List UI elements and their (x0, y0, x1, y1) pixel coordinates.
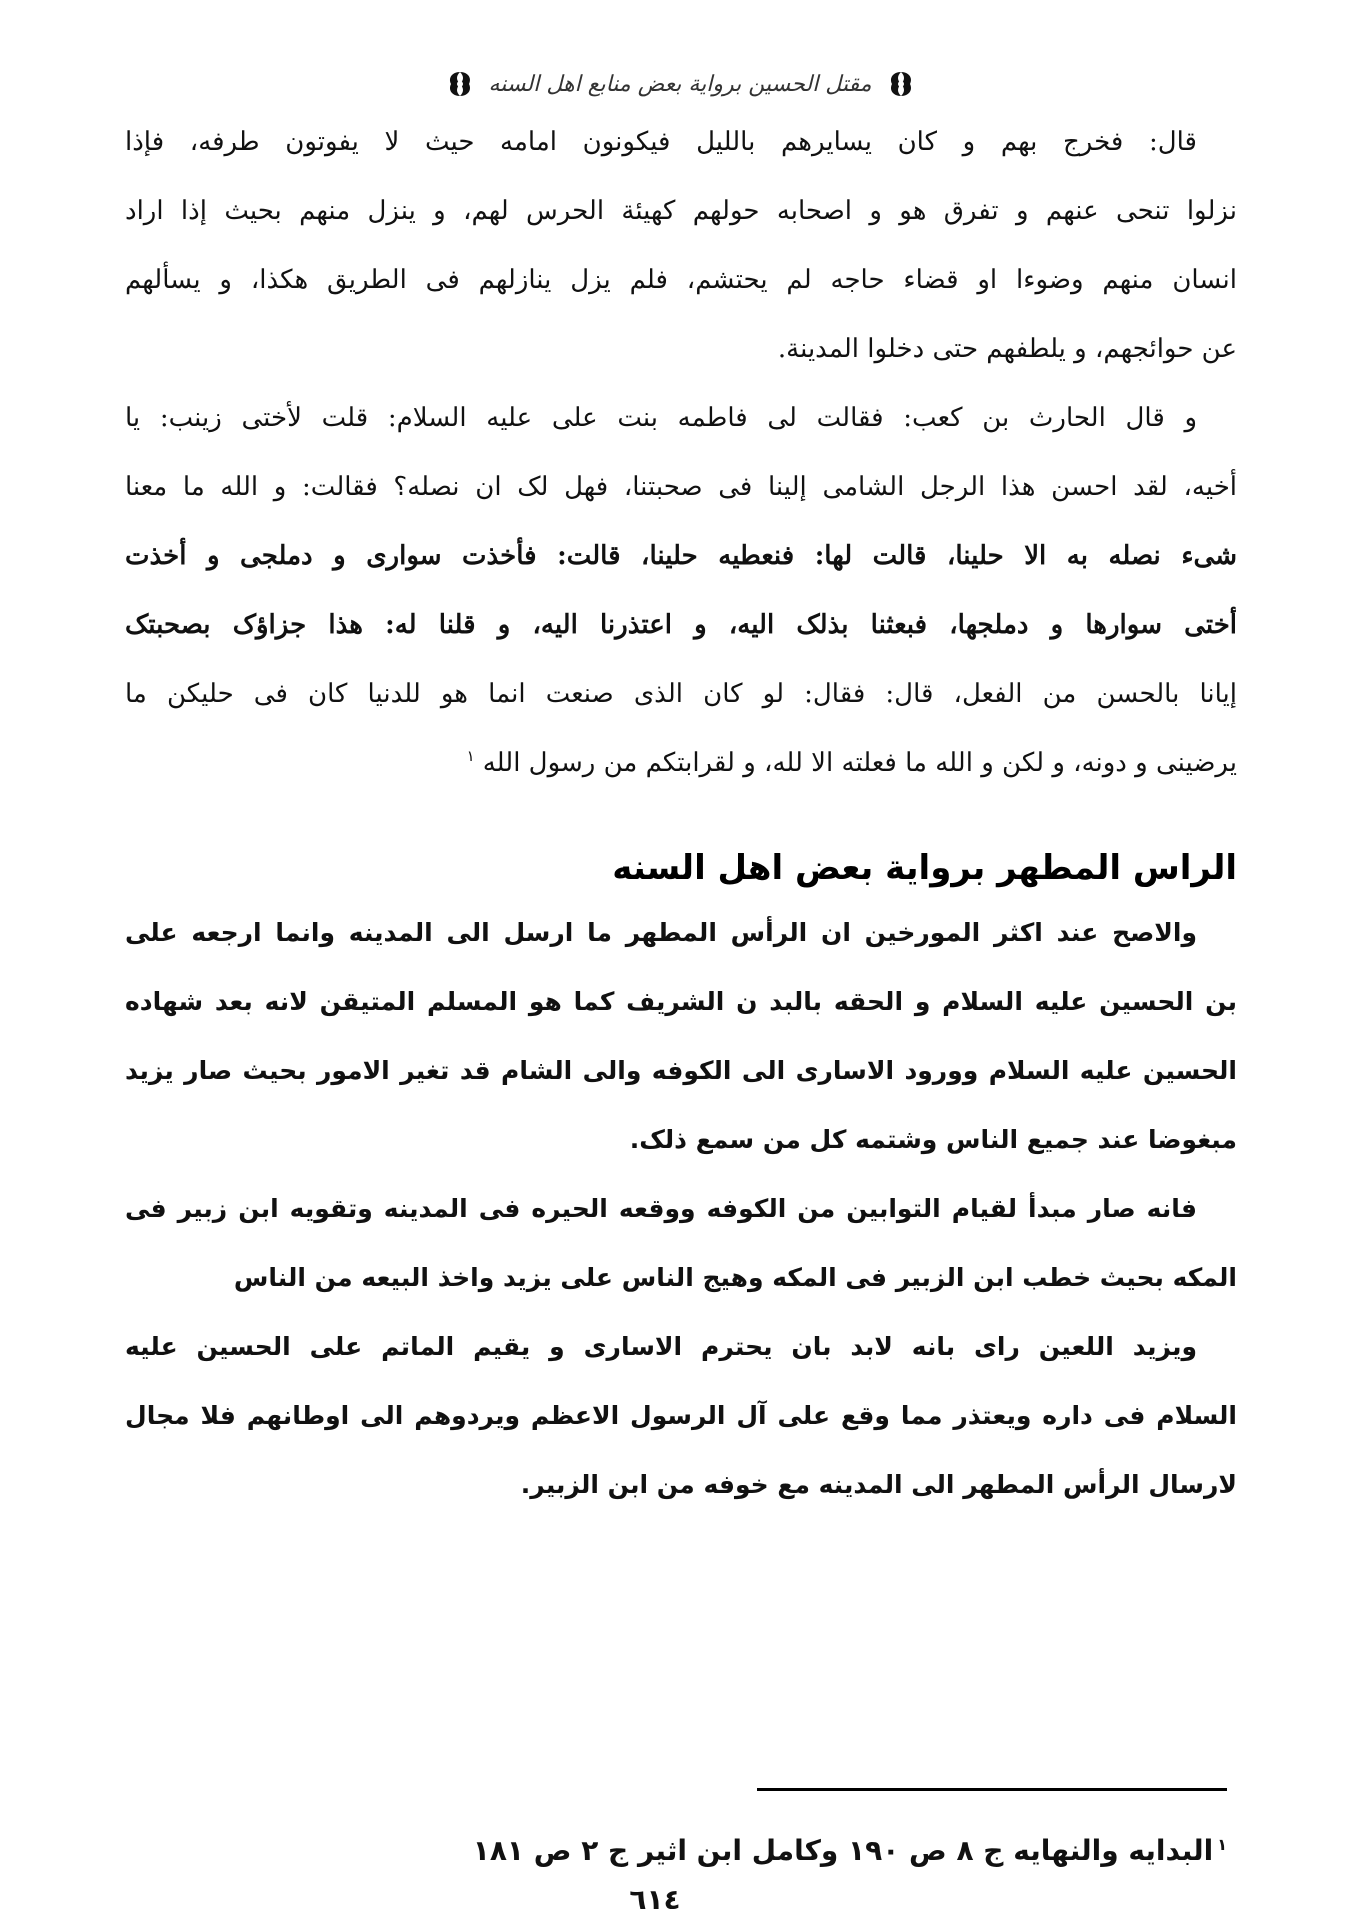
text-line: إيانا بالحسن من الفعل، قال: فقال: لو كان الذى صنعت انما هو للدنيا كان فى حليكن ما (125, 679, 1237, 709)
section-heading: الراس المطهر برواية بعض اهل السنه (612, 848, 1237, 888)
text-line: انسان منهم وضوءا او قضاء حاجه لم يحتشم، فلم يزل ينازلهم فى الطريق هكذا، و يسألهم (125, 265, 1237, 295)
footnote-text: البدايه والنهايه ج ٨ ص ١٩٠ وكامل ابن اثير ج ٢ ص ١٨١ (472, 1834, 1214, 1867)
footnote-marker: ١ (1217, 1834, 1227, 1854)
footnote-divider (757, 1788, 1227, 1791)
footnote-reference[interactable]: ١ (466, 747, 475, 766)
running-title: مقتل الحسين برواية بعض منابع اهل السنه (488, 71, 872, 97)
page-number: ٦١٤ (629, 1883, 681, 1916)
text-line: و قال الحارث بن كعب: فقالت لى فاطمه بنت على عليه السلام: قلت لأختى زينب: يا (125, 403, 1197, 433)
section1-paragraphs (125, 108, 1237, 798)
text-line: مبغوضا عند جميع الناس وشتمه كل من سمع ذلک. (629, 1125, 1237, 1154)
ornament-icon (445, 69, 475, 99)
text-line: والاصح عند اكثر المورخين ان الرأس المطهر ما ارسل الى المدينه وانما ارجعه على (125, 918, 1197, 947)
text-line: لارسال الرأس المطهر الى المدينه مع خوفه من ابن الزبير. (520, 1470, 1237, 1499)
footnote (400, 1826, 1227, 1876)
text-line: نزلوا تنحى عنهم و تفرق هو و اصحابه حولهم كهيئة الحرس لهم، و ينزل منهم بحيث إذا اراد (125, 196, 1237, 226)
text-line: بن الحسين عليه السلام و الحقه بالبد ن الشريف كما هو المسلم المتيقن لانه بعد شهاده (125, 987, 1237, 1016)
text-line: أخيه، لقد احسن هذا الرجل الشامى إلينا فى صحبتنا، فهل لک ان نصله؟ فقالت: و الله ما معنا (125, 472, 1237, 502)
text-line: ويزيد اللعين راى بانه لابد بان يحترم الاسارى و يقيم الماتم على الحسين عليه (125, 1332, 1197, 1361)
text-line: قال: فخرج بهم و كان يسايرهم بالليل فيكونون امامه حيث لا يفوتون طرفه، فإذا (125, 127, 1197, 157)
text-line: السلام فى داره ويعتذر مما وقع على آل الرسول الاعظم ويردوهم الى اوطانهم فلا مجال (125, 1401, 1237, 1430)
text-line-with-footnote (125, 729, 1237, 798)
text-line: المكه بحيث خطب ابن الزبير فى المكه وهيج الناس على يزيد واخذ البيعه من الناس (233, 1263, 1237, 1292)
running-header (440, 60, 920, 108)
text-line: يرضينى و دونه، و لكن و الله ما فعلته الا لله، و لقرابتكم من رسول الله (482, 748, 1237, 778)
text-line: أختى سوارها و دملجها، فبعثنا بذلک اليه، و اعتذرنا اليه، و قلنا له: هذا جزاؤک بصحبتک (125, 610, 1237, 640)
text-line: عن حوائجهم، و يلطفهم حتى دخلوا المدينة. (777, 334, 1237, 364)
text-line: فانه صار مبدأ لقيام التوابين من الكوفه ووقعه الحيره فى المدينه وتقويه ابن زبير فى (125, 1194, 1197, 1223)
text-line: شىء نصله به الا حلينا، قالت لها: فنعطيه حلينا، قالت: فأخذت سوارى و دملجى و أخذت (125, 541, 1237, 571)
section2-paragraphs (125, 898, 1237, 1519)
text-line: الحسين عليه السلام وورود الاسارى الى الكوفه والى الشام قد تغير الامور بحيث صار يزيد (125, 1056, 1237, 1085)
ornament-icon (886, 69, 916, 99)
